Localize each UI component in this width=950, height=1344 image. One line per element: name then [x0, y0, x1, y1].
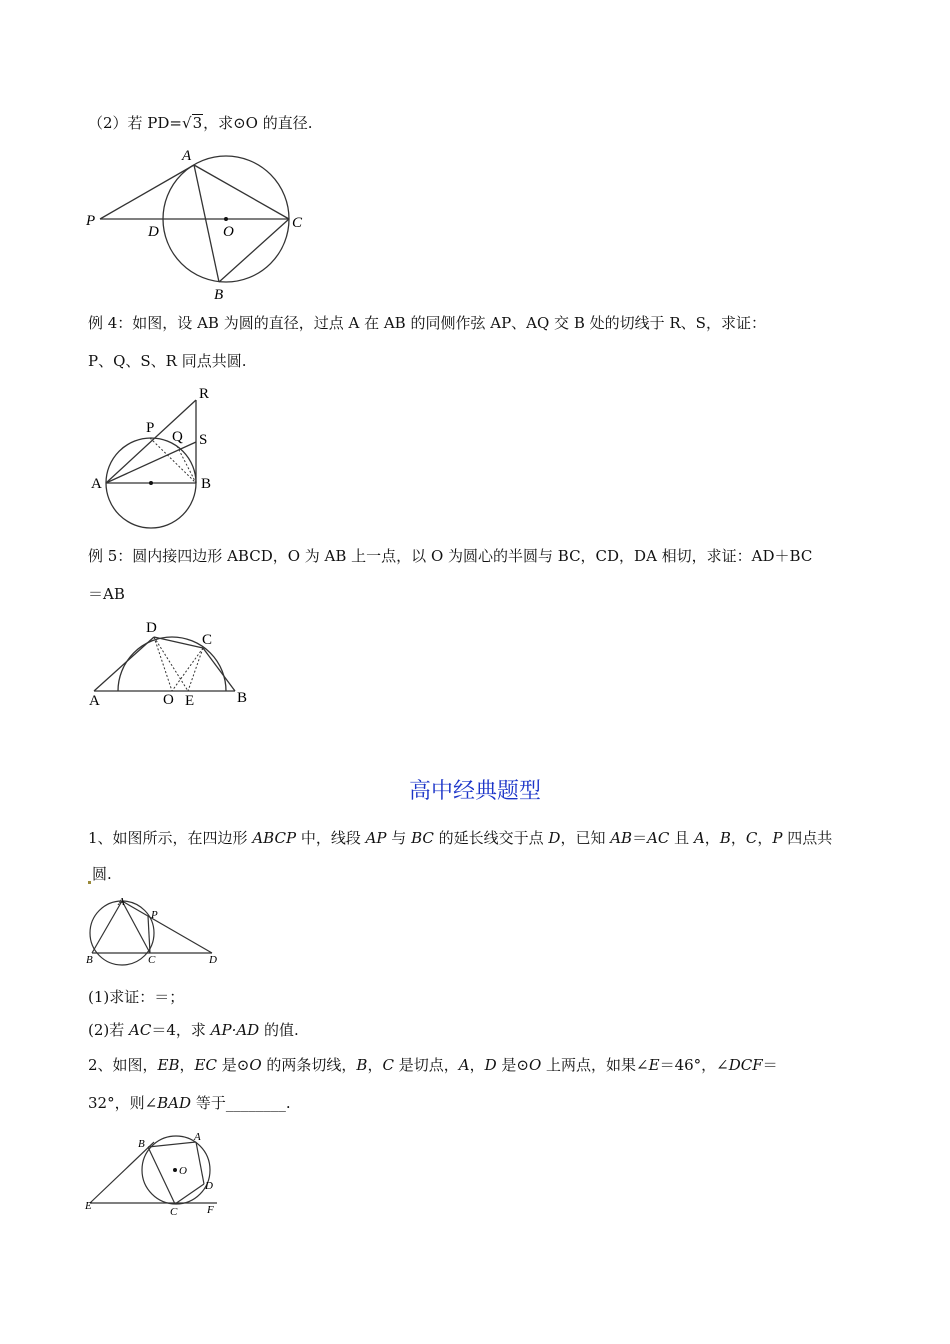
label-o: O [179, 1165, 187, 1177]
label-b: B [201, 476, 212, 492]
label-b: B [86, 954, 93, 966]
label-d: D [205, 1180, 213, 1192]
ex4-line2: P、Q、S、R 同点共圆. [88, 352, 247, 370]
figure-tangent-ab [82, 380, 232, 530]
figure-tangents-eb-ec [82, 1125, 227, 1220]
figure-abcp [82, 895, 227, 970]
center-dot [173, 1168, 177, 1172]
p1-sub1: (1)求证：＝； [88, 988, 185, 1006]
label-a: A [194, 1131, 201, 1143]
label-d: D [148, 224, 159, 240]
label-a: A [89, 693, 100, 709]
label-a: A [118, 896, 125, 908]
label-b: B [214, 287, 224, 303]
label-c: C [292, 215, 303, 231]
label-p: P [146, 420, 155, 436]
segment-qb [177, 446, 196, 483]
label-p: P [86, 213, 96, 229]
dotted-co [172, 648, 203, 691]
sqrt-symbol: √ [182, 114, 192, 132]
q2-text: （2）若 PD=√3，求⊙O 的直径. [88, 114, 313, 132]
segment-ab [92, 901, 122, 953]
segment-pa [100, 165, 194, 219]
p1-line2: 圆. [88, 864, 112, 884]
label-e: E [185, 693, 195, 709]
ex5-line1: 例 5：圆内接四边形 ABCD，O 为 AB 上一点，以 O 为圆心的半圆与 BC，CD，DA 相切，求证：AD＋BC [88, 547, 813, 565]
label-e: E [85, 1200, 92, 1212]
segment-bc [148, 1147, 175, 1204]
label-s: S [199, 432, 208, 448]
segment-ab [194, 165, 219, 282]
segment-cb [203, 648, 235, 691]
label-c: C [202, 632, 213, 648]
label-b: B [138, 1138, 145, 1150]
ex4-line1: 例 4：如图，设 AB 为圆的直径，过点 A 在 AB 的同侧作弦 AP、AQ 交 B 处的切线于 R、S，求证： [88, 314, 766, 332]
ex5-line2: ＝AB [88, 585, 125, 603]
segment-pc [148, 916, 150, 953]
center-dot [224, 217, 228, 221]
label-a: A [182, 148, 192, 164]
label-d: D [146, 620, 157, 636]
section-title: 高中经典题型 [408, 779, 541, 804]
p1-sub2: (2)若 AC＝4，求 AP·AD 的值. [88, 1021, 299, 1039]
label-f: F [207, 1204, 214, 1216]
dotted-ce [188, 648, 203, 691]
label-c: C [170, 1206, 178, 1218]
dotted-de [154, 637, 188, 691]
label-a: A [91, 476, 102, 492]
label-r: R [199, 386, 210, 402]
p2-line1: 2、如图，EB，EC 是⊙O 的两条切线，B，C 是切点，A，D 是⊙O 上两点，如果∠E＝46°，∠DCF＝ [88, 1056, 778, 1074]
segment-as [106, 442, 196, 483]
label-b: B [237, 690, 248, 706]
figure-circle-pdc [82, 145, 312, 305]
segment-ac [194, 165, 289, 219]
label-q: Q [172, 429, 183, 445]
label-p: P [151, 909, 158, 921]
p1-line1: 1、如图所示，在四边形 ABCP 中，线段 AP 与 BC 的延长线交于点 D，已知 AB＝AC 且 A，B，C，P 四点共 [88, 829, 833, 847]
label-c: C [148, 954, 156, 966]
label-o: O [163, 692, 174, 708]
circle-abcp [90, 901, 154, 965]
p2-line2: 32°，则∠BAD 等于________. [88, 1094, 291, 1112]
segment-ad [94, 637, 154, 691]
figure-semicircle-abcd [82, 615, 262, 710]
tangent-eb [90, 1142, 154, 1203]
label-d: D [209, 954, 217, 966]
center-dot [149, 481, 153, 485]
dotted-do [154, 637, 172, 691]
label-o: O [223, 224, 234, 240]
